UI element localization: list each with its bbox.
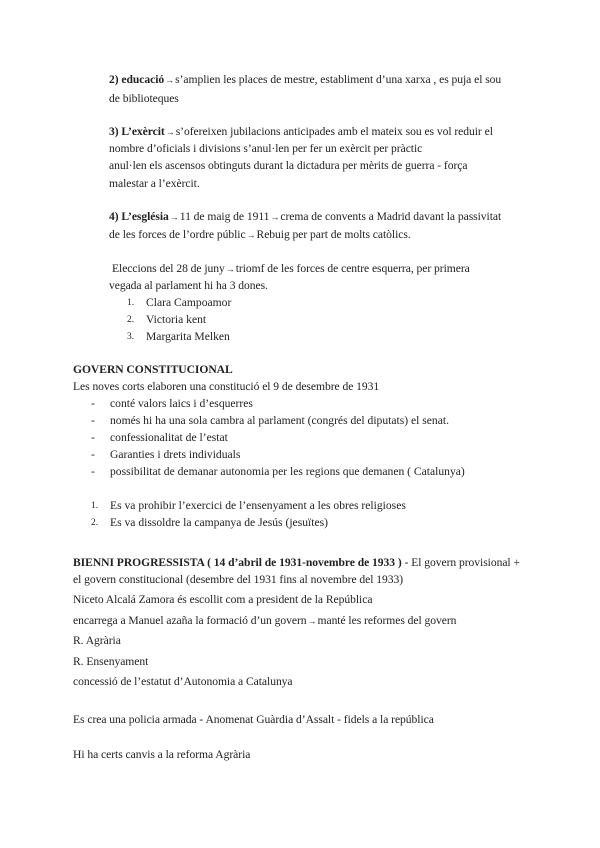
exercit-label: 3) L’exèrcit [109,125,165,138]
arrow-icon: → [165,127,175,137]
bienni-line-4 [73,613,456,629]
list-number: 2. [127,315,135,325]
bienni-line-6: R. Ensenyament [73,655,149,668]
dash-bullet: - [91,431,95,444]
bienni-line-8: Es crea una policia armada - Anomenat Guàrdia d’Assalt - fidels a la república [73,713,434,726]
exercit-line-3: anul·len els ascensos obtinguts durant la dictadura per mèrits de guerra - força [109,159,468,172]
esglesia-date: 11 de maig de 1911 [179,210,270,223]
bienni-text-4b: manté les reformes del govern [317,614,457,627]
educacio-text: s’amplien les places de mestre, establiment d’una xarxa , es puja el sou [175,73,502,86]
educacio-label: 2) educació [109,73,165,86]
educacio-line-1 [109,72,501,88]
bienni-line-3: Niceto Alcalá Zamora és escollit com a president de la República [73,593,373,606]
bienni-line-2: el govern constitucional (desembre del 1931 fins al novembre del 1933) [73,573,404,586]
list-text: Victoria kent [146,313,207,326]
arrow-icon: → [225,264,235,274]
dash-bullet: - [91,414,95,427]
esglesia-line-1 [109,209,501,225]
esglesia-text-2b: Rebuig per part de molts catòlics. [256,228,411,241]
esglesia-text: crema de convents a Madrid davant la passivitat [280,210,502,223]
exercit-line-1 [109,124,493,140]
exercit-line-4: malestar a l’exèrcit. [109,177,200,190]
list-text: Margarita Melken [146,330,230,343]
dash-bullet: - [91,448,95,461]
eleccions-line-1 [112,261,470,277]
list-text: només hi ha una sola cambra al parlament (congrés del diputats) el senat. [110,414,449,427]
list-number: 3. [127,332,135,342]
arrow-icon: → [169,212,179,222]
arrow-icon: → [270,212,280,222]
eleccions-text-1b: triomf de les forces de centre esquerra, per primera [235,262,470,275]
esglesia-line-2 [109,227,411,243]
bienni-title: BIENNI PROGRESSISTA ( 14 d’abril de 1931-novembre de 1933 ) [73,556,402,569]
list-text: conté valors laics i d’esquerres [110,397,253,410]
eleccions-line-2: vegada al parlament hi ha 3 dones. [109,279,268,292]
arrow-icon: → [246,230,256,240]
list-number: 2. [91,518,99,528]
bienni-text-4a: encarrega a Manuel azaña la formació d’un govern [73,614,307,627]
exercit-line-2: nombre d’oficials i divisions s’anul·len per fer un exèrcit per pràctic [109,142,423,155]
arrow-icon: → [307,616,317,626]
list-text: confessionalitat de l’estat [110,431,228,444]
esglesia-text-2a: de les forces de l’ordre públic [109,228,246,241]
list-text: Es va prohibir l’exercici de l’ensenyament a les obres religioses [110,499,406,512]
educacio-line-2: de biblioteques [109,92,179,105]
list-text: Es va dissoldre la campanya de Jesús (jesuïtes) [110,516,328,529]
dash-bullet: - [91,397,95,410]
dash-bullet: - [91,465,95,478]
bienni-line-5: R. Agrària [73,634,121,647]
eleccions-text-1a: Eleccions del 28 de juny [112,262,225,275]
arrow-icon: → [165,75,175,85]
bienni-title-line [73,555,520,570]
esglesia-label: 4) L’església [109,210,169,223]
exercit-text: s’ofereixen jubilacions anticipades amb el mateix sou es vol reduir el [175,125,493,138]
bienni-title-rest: - El govern provisional + [401,556,520,569]
list-text: Garanties i drets individuals [110,448,241,461]
list-text: Clara Campoamor [146,296,232,309]
bienni-line-7: concessió de l’estatut d’Autonomia a Catalunya [73,675,293,688]
bienni-line-9: Hi ha certs canvis a la reforma Agrària [73,748,251,761]
list-number: 1. [127,298,135,308]
govern-title: GOVERN CONSTITUCIONAL [73,363,233,376]
govern-intro: Les noves corts elaboren una constitució el 9 de desembre de 1931 [73,380,380,393]
list-number: 1. [91,501,99,511]
list-text: possibilitat de demanar autonomia per les regions que demanen ( Catalunya) [110,465,465,478]
